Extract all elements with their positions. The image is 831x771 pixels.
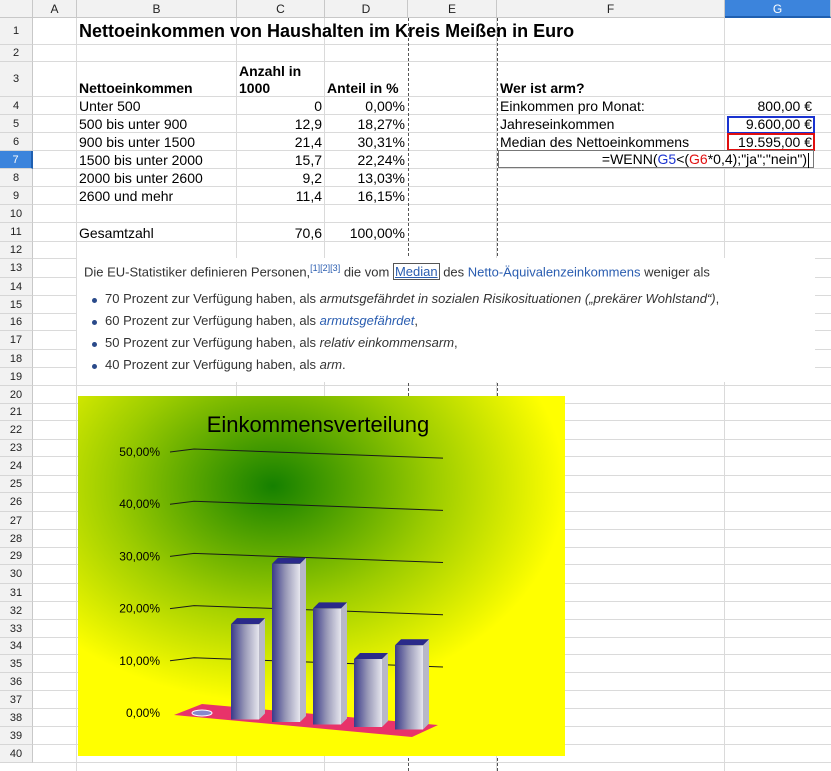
row-header-38[interactable]: 38 <box>0 709 33 727</box>
gridline-row <box>33 186 831 187</box>
row-header-2[interactable]: 2 <box>0 45 33 62</box>
wiki-bullet-40: 40 Prozent zur Verfügung haben, als arm. <box>105 357 346 372</box>
gridline-row <box>33 204 831 205</box>
bullet-dot <box>92 364 97 369</box>
chart-bar-front <box>231 624 259 719</box>
chart-bar-front <box>313 608 341 724</box>
column-header-a[interactable]: A <box>33 0 77 18</box>
column-header-d[interactable]: D <box>325 0 408 18</box>
total-share[interactable]: 100,00% <box>349 225 405 241</box>
total-count[interactable]: 70,6 <box>294 225 322 241</box>
chart-bar <box>272 558 306 722</box>
row-header-1[interactable]: 1 <box>0 18 33 45</box>
wiki-bullet-70: 70 Prozent zur Verfügung haben, als armutsgefährdet in sozialen Risikosituationen („prekärer Wohlstand“), <box>105 291 720 306</box>
row-header-10[interactable]: 10 <box>0 205 33 223</box>
row-header-24[interactable]: 24 <box>0 457 33 476</box>
annual-value[interactable]: 9.600,00 € <box>745 116 812 132</box>
header-anzahl-line2[interactable]: 1000 <box>239 80 271 96</box>
chart-bar-top <box>272 558 306 564</box>
row-header-18[interactable]: 18 <box>0 350 33 368</box>
row-header-34[interactable]: 34 <box>0 638 33 655</box>
income-range-label[interactable]: 2000 bis unter 2600 <box>79 170 203 186</box>
household-share[interactable]: 18,27% <box>357 116 405 132</box>
row-header-14[interactable]: 14 <box>0 278 33 296</box>
row-header-20[interactable]: 20 <box>0 386 33 404</box>
income-range-label[interactable]: 900 bis unter 1500 <box>79 134 195 150</box>
pasted-wiki-text[interactable] <box>77 258 815 382</box>
row-header-26[interactable]: 26 <box>0 493 33 512</box>
gridline-row <box>33 168 831 169</box>
row-header-25[interactable]: 25 <box>0 476 33 493</box>
column-header-e[interactable]: E <box>408 0 497 18</box>
poverty-title[interactable]: Wer ist arm? <box>500 80 585 96</box>
gridline-row <box>33 61 831 62</box>
household-share[interactable]: 30,31% <box>357 134 405 150</box>
row-header-29[interactable]: 29 <box>0 548 33 565</box>
formula-edit-cell[interactable] <box>498 150 814 168</box>
row-header-23[interactable]: 23 <box>0 440 33 457</box>
median-label[interactable]: Median des Nettoeinkommens <box>500 134 690 150</box>
income-range-label[interactable]: Unter 500 <box>79 98 141 114</box>
annual-label[interactable]: Jahreseinkommen <box>500 116 615 132</box>
sheet-title[interactable]: Nettoeinkommen von Haushalten im Kreis Meißen in Euro <box>79 21 575 41</box>
chart-bar-side <box>423 639 429 729</box>
wiki-bullet-60: 60 Prozent zur Verfügung haben, als armutsgefährdet, <box>105 313 418 328</box>
income-range-label[interactable]: 1500 bis unter 2000 <box>79 152 203 168</box>
chart-bar-zero <box>192 710 212 716</box>
select-all-corner[interactable] <box>0 0 33 18</box>
household-count[interactable]: 11,4 <box>295 188 322 204</box>
row-header-9[interactable]: 9 <box>0 187 33 205</box>
header-anteil[interactable]: Anteil in % <box>327 80 399 96</box>
row-header-37[interactable]: 37 <box>0 691 33 709</box>
chart-ytick-label: 40,00% <box>119 497 160 512</box>
household-share[interactable]: 0,00% <box>365 98 405 114</box>
chart-bar-side <box>341 602 347 724</box>
link-median[interactable]: Median <box>394 264 438 280</box>
row-header-35[interactable]: 35 <box>0 655 33 673</box>
row-header-12[interactable]: 12 <box>0 242 33 259</box>
row-header-15[interactable]: 15 <box>0 296 33 314</box>
chart-title: Einkommensverteilung <box>206 412 430 437</box>
row-header-16[interactable]: 16 <box>0 314 33 331</box>
column-header-f[interactable]: F <box>497 0 725 18</box>
chart-ytick-label: 30,00% <box>119 549 160 564</box>
chart-bar-front <box>395 645 423 729</box>
chart-bar-side <box>259 618 265 719</box>
chart-bar-top <box>354 653 388 659</box>
bullet-dot <box>92 342 97 347</box>
column-header-c[interactable]: C <box>237 0 325 18</box>
chart-ytick-label: 0,00% <box>125 706 160 720</box>
household-share[interactable]: 22,24% <box>357 152 405 168</box>
chart-ytick-label: 50,00% <box>119 445 160 459</box>
row-header-28[interactable]: 28 <box>0 530 33 548</box>
row-header-6[interactable]: 6 <box>0 133 33 151</box>
gridline-row <box>33 96 831 97</box>
row-header-5[interactable]: 5 <box>0 115 33 133</box>
row-header-13[interactable]: 13 <box>0 259 33 278</box>
chart-bar <box>354 653 388 727</box>
link-armutsgefaehrdet[interactable]: armutsgefährdet <box>319 313 415 328</box>
row-header-40[interactable]: 40 <box>0 745 33 763</box>
wiki-refs[interactable]: [1][2][3] <box>310 263 341 273</box>
formula-part: =WENN( <box>601 151 658 167</box>
chart-bar <box>231 618 265 719</box>
formula-part: <( <box>676 151 690 167</box>
bullet-dot <box>92 298 97 303</box>
chart-bar <box>395 639 429 729</box>
row-header-8[interactable]: 8 <box>0 169 33 187</box>
chart-bar <box>313 602 347 724</box>
gridline-row <box>33 762 831 763</box>
row-header-21[interactable]: 21 <box>0 404 33 421</box>
total-label[interactable]: Gesamtzahl <box>79 225 154 241</box>
chart-ytick-label: 20,00% <box>119 601 160 616</box>
row-header-19[interactable]: 19 <box>0 368 33 386</box>
household-count[interactable]: 12,9 <box>294 116 322 132</box>
header-anzahl-line1[interactable]: Anzahl in <box>239 63 302 79</box>
wiki-bullet-50: 50 Prozent zur Verfügung haben, als relativ einkommensarm, <box>105 335 458 350</box>
row-header-33[interactable]: 33 <box>0 620 33 638</box>
income-range-label[interactable]: 2600 und mehr <box>79 188 174 204</box>
gridline-row <box>33 385 831 386</box>
chart-bar-top <box>313 602 347 608</box>
chart-bar-side <box>300 558 306 722</box>
link-netto-aequivalenzeinkommen[interactable]: Netto-Äquivalenzeinkommens <box>467 264 641 280</box>
household-count[interactable]: 15,7 <box>294 152 322 168</box>
row-header-7[interactable]: 7 <box>0 151 33 169</box>
income-label[interactable]: Einkommen pro Monat: <box>500 98 645 114</box>
header-nettoeinkommen[interactable]: Nettoeinkommen <box>79 80 193 96</box>
gridline-row <box>33 44 831 45</box>
household-count[interactable]: 9,2 <box>302 170 322 186</box>
chart-bar-front <box>272 564 300 722</box>
gridline-row <box>33 132 831 133</box>
income-distribution-chart[interactable] <box>78 396 565 756</box>
chart-bar-front <box>354 659 382 727</box>
row-header-27[interactable]: 27 <box>0 512 33 530</box>
chart-bar-side <box>382 653 388 727</box>
gridline-col <box>724 18 725 771</box>
household-count[interactable]: 21,4 <box>294 134 322 150</box>
row-header-4[interactable]: 4 <box>0 97 33 115</box>
household-count[interactable]: 0 <box>314 98 322 114</box>
chart-bar-top <box>395 639 429 645</box>
row-header-17[interactable]: 17 <box>0 331 33 350</box>
row-header-31[interactable]: 31 <box>0 584 33 602</box>
column-header-g[interactable]: G <box>725 0 831 18</box>
gridline-row <box>33 114 831 115</box>
row-header-30[interactable]: 30 <box>0 565 33 584</box>
row-header-22[interactable]: 22 <box>0 421 33 440</box>
formula-part: *0,4);"ja";"nein") <box>707 151 807 167</box>
formula-ref-g5: G5 <box>657 151 677 167</box>
bullet-dot <box>92 320 97 325</box>
chart-bar-top <box>231 618 265 624</box>
household-share[interactable]: 13,03% <box>357 170 405 186</box>
household-share[interactable]: 16,15% <box>357 188 405 204</box>
median-value[interactable]: 19.595,00 € <box>738 134 812 150</box>
row-header-32[interactable]: 32 <box>0 602 33 620</box>
chart-ytick-label: 10,00% <box>119 653 160 668</box>
row-header-3[interactable]: 3 <box>0 62 33 97</box>
gridline-row <box>33 222 831 223</box>
row-header-11[interactable]: 11 <box>0 223 33 242</box>
income-value[interactable]: 800,00 € <box>757 98 812 114</box>
row-header-36[interactable]: 36 <box>0 673 33 691</box>
row-header-39[interactable]: 39 <box>0 727 33 745</box>
gridline-col <box>76 18 77 771</box>
column-header-b[interactable]: B <box>77 0 237 18</box>
wiki-intro: Die EU-Statistiker definieren Personen,[1][2][3] die vom Median des Netto-Äquivalenzeinkommens weniger als <box>84 263 710 280</box>
income-range-label[interactable]: 500 bis unter 900 <box>79 116 188 132</box>
chart-bar <box>192 710 212 716</box>
formula-ref-g6: G6 <box>689 151 708 167</box>
text-cursor <box>808 153 809 168</box>
gridline-row <box>33 241 831 242</box>
